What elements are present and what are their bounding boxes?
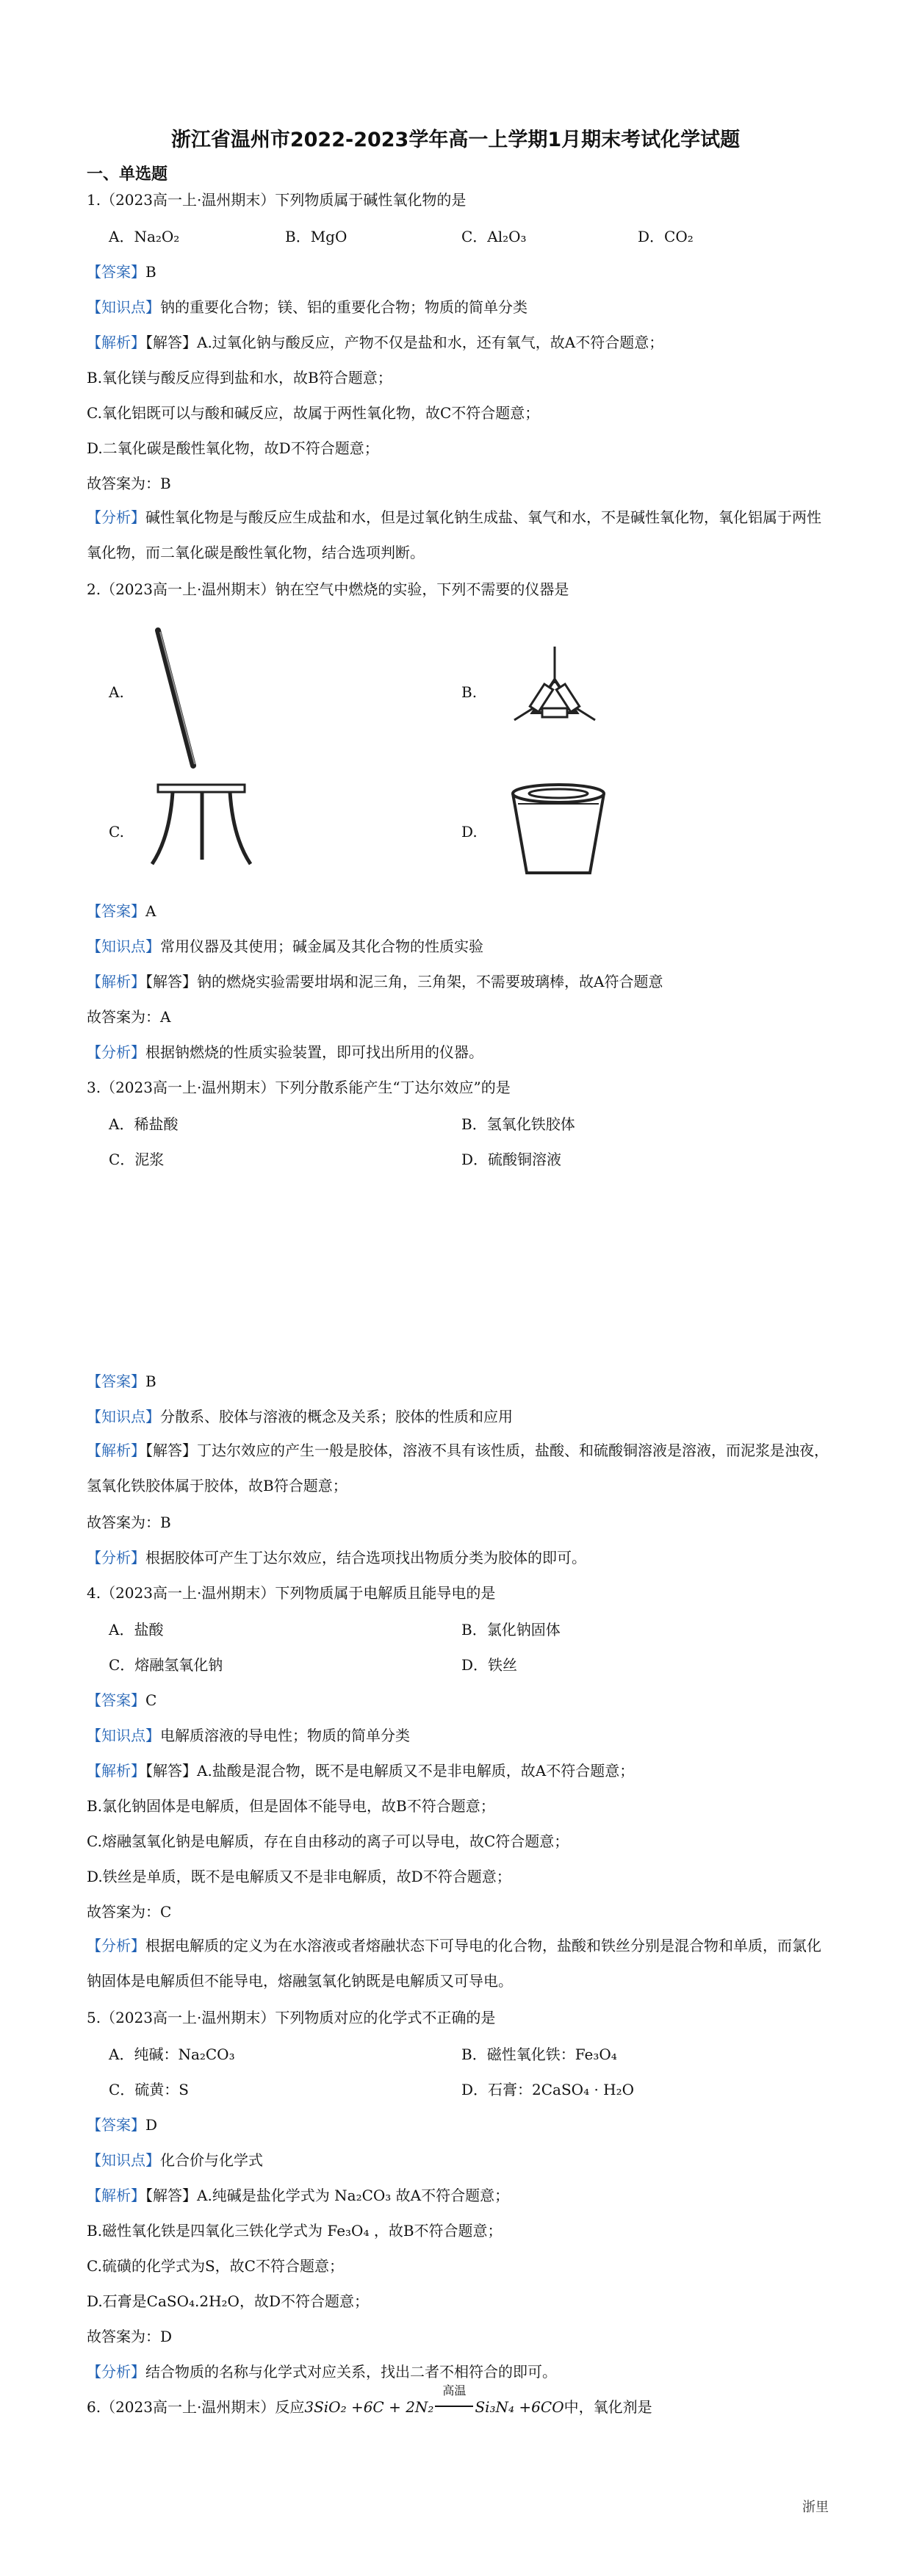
- q6-reaction-arrow: [433, 2383, 475, 2417]
- analysis-text: 丁达尔效应的产生一般是胶体，溶液不具有该性质，盐酸、和硫酸铜溶液是溶液，而泥浆是浊夜，氢氧化铁胶体属于胶体，故B符合题意；: [87, 1442, 829, 1494]
- q4-option-d: D．铁丝: [461, 1656, 518, 1674]
- q6-stem-prefix: 6.（2023高一上·温州期末）反应: [87, 2398, 305, 2416]
- q1-final-answer: 故答案为：B: [87, 475, 171, 492]
- q4-remark: [87, 1928, 829, 1998]
- q3-remark: [87, 1547, 586, 1568]
- q5-analysis-line: [87, 2185, 509, 2206]
- answer-value: B: [145, 263, 156, 281]
- q5-analysis-line: B.磁性氧化铁是四氧化三铁化学式为 Fe₃O₄ ，故B不符合题意；: [87, 2222, 503, 2239]
- document-title: 浙江省温州市2022-2023学年高一上学期1月期末考试化学试题: [170, 129, 741, 151]
- q5-remark: [87, 2361, 557, 2382]
- analysis-text: A.过氧化钠与酸反应，产物不仅是盐和水，还有氧气，故A不符合题意；: [197, 334, 664, 351]
- remark-tag: 【分析】: [87, 2363, 145, 2381]
- solution-tag: 【解答】: [145, 334, 197, 351]
- knowledge-tag: 【知识点】: [87, 938, 160, 955]
- q2-knowledge: [87, 936, 483, 957]
- q4-stem: 4.（2023高一上·温州期末）下列物质属于电解质且能导电的是: [87, 1584, 496, 1602]
- q3-option-b: B．氢氧化铁胶体: [461, 1115, 575, 1133]
- q2-analysis-line: [87, 971, 663, 992]
- remark-text: 根据胶体可产生丁达尔效应，结合选项找出物质分类为胶体的即可。: [145, 1549, 586, 1566]
- remark-tag: 【分析】: [87, 508, 145, 526]
- remark-tag: 【分析】: [87, 1549, 145, 1566]
- q5-stem: 5.（2023高一上·温州期末）下列物质对应的化学式不正确的是: [87, 2009, 496, 2026]
- section-heading: 一、单选题: [87, 165, 168, 184]
- q5-final-answer: 故答案为：D: [87, 2328, 173, 2345]
- remark-tag: 【分析】: [87, 1937, 145, 1954]
- q2-remark: [87, 1042, 483, 1062]
- q3-option-c: C．泥浆: [109, 1151, 165, 1168]
- q5-answer: [87, 2115, 157, 2135]
- q1-stem: 1.（2023高一上·温州期末）下列物质属于碱性氧化物的是: [87, 191, 467, 209]
- q3-option-a: A．稀盐酸: [109, 1115, 179, 1133]
- answer-value: B: [145, 1372, 156, 1390]
- q5-knowledge: [87, 2150, 263, 2170]
- solution-tag: 【解答】: [145, 1442, 197, 1459]
- q1-option-d: D．CO₂: [638, 228, 694, 245]
- q4-analysis-line: D.铁丝是单质，既不是电解质又不是非电解质，故D不符合题意；: [87, 1868, 511, 1885]
- remark-tag: 【分析】: [87, 1043, 145, 1061]
- page-footer: 浙里: [802, 2500, 829, 2515]
- remark-text: 碱性氧化物是与酸反应生成盐和水，但是过氧化钠生成盐、氧气和水，不是碱性氧化物，氧化铝属于两性氧化物，而二氧化碳是酸性氧化物，结合选项判断。: [87, 508, 821, 561]
- knowledge-text: 常用仪器及其使用；碱金属及其化合物的性质实验: [160, 938, 483, 955]
- answer-tag: 【答案】: [87, 263, 145, 281]
- knowledge-text: 电解质溶液的导电性；物质的简单分类: [160, 1727, 410, 1744]
- answer-value: D: [145, 2116, 158, 2134]
- q1-analysis-line: [87, 332, 663, 353]
- answer-tag: 【答案】: [87, 902, 145, 920]
- knowledge-text: 分散系、胶体与溶液的概念及关系；胶体的性质和应用: [160, 1408, 513, 1425]
- q4-analysis-line: B.氯化钠固体是电解质，但是固体不能导电，故B不符合题意；: [87, 1797, 495, 1815]
- analysis-text: A.纯碱是盐化学式为 Na₂CO₃ 故A不符合题意；: [197, 2187, 510, 2204]
- solution-tag: 【解答】: [145, 2187, 197, 2204]
- knowledge-tag: 【知识点】: [87, 2151, 160, 2169]
- q4-answer: [87, 1690, 156, 1710]
- q4-analysis-line: [87, 1760, 634, 1781]
- analysis-text: 钠的燃烧实验需要坩埚和泥三角，三角架，不需要玻璃棒，故A符合题意: [197, 973, 663, 990]
- q4-analysis-line: C.熔融氢氧化钠是电解质，存在自由移动的离子可以导电，故C符合题意；: [87, 1832, 569, 1850]
- q5-analysis-line: D.石膏是CaSO₄.2H₂O，故D不符合题意；: [87, 2292, 369, 2310]
- tripod-stand-icon: [143, 779, 261, 874]
- answer-tag: 【答案】: [87, 2116, 145, 2134]
- knowledge-text: 钠的重要化合物；镁、铝的重要化合物；物质的简单分类: [160, 298, 527, 316]
- remark-text: 根据电解质的定义为在水溶液或者熔融状态下可导电的化合物，盐酸和铁丝分别是混合物和单质，而氯化钠固体是电解质但不能导电，熔融氢氧化钠既是电解质又可导电。: [87, 1937, 821, 1990]
- q2-option-d: D.: [461, 823, 478, 841]
- q6-condition: 高温: [442, 2383, 467, 2397]
- glass-rod-icon: [151, 625, 202, 771]
- q5-option-c: C．硫黄：S: [109, 2081, 190, 2098]
- q3-answer: [87, 1371, 156, 1392]
- q2-option-b: B.: [461, 683, 478, 701]
- q3-analysis: [87, 1433, 829, 1503]
- crucible-icon: [503, 779, 613, 882]
- q1-option-c: C．Al₂O₃: [461, 228, 527, 245]
- q5-analysis-line: C.硫磺的化学式为S，故C不符合题意；: [87, 2257, 344, 2275]
- q3-option-d: D．硫酸铜溶液: [461, 1151, 562, 1168]
- knowledge-text: 化合价与化学式: [160, 2151, 263, 2169]
- q6-stem: [87, 2383, 652, 2417]
- q6-equation-products: Si₃N₄ +6CO: [475, 2398, 564, 2416]
- answer-value: A: [145, 902, 156, 920]
- q3-stem: 3.（2023高一上·温州期末）下列分散系能产生“丁达尔效应”的是: [87, 1079, 511, 1096]
- analysis-tag: 【解析】: [87, 2187, 145, 2204]
- remark-text: 结合物质的名称与化学式对应关系，找出二者不相符合的即可。: [145, 2363, 557, 2381]
- answer-value: C: [145, 1691, 157, 1709]
- q4-option-a: A．盐酸: [109, 1621, 164, 1638]
- q5-option-a: A．纯碱：Na₂CO₃: [109, 2046, 235, 2063]
- q4-option-b: B．氯化钠固体: [461, 1621, 561, 1638]
- q1-analysis-line: D.二氧化碳是酸性氧化物，故D不符合题意；: [87, 439, 379, 457]
- q2-option-c: C.: [109, 823, 124, 841]
- q4-option-c: C．熔融氢氧化钠: [109, 1656, 223, 1674]
- q2-answer: [87, 901, 156, 921]
- q3-knowledge: [87, 1406, 513, 1427]
- knowledge-tag: 【知识点】: [87, 298, 160, 316]
- q1-option-b: B．MgO: [285, 228, 348, 245]
- q1-knowledge: [87, 297, 527, 317]
- q6-stem-suffix: 中，氧化剂是: [563, 2398, 652, 2416]
- answer-tag: 【答案】: [87, 1691, 145, 1709]
- q5-option-b: B．磁性氧化铁：Fe₃O₄: [461, 2046, 617, 2063]
- q6-equation-reactants: 3SiO₂ +6C + 2N₂: [304, 2398, 434, 2416]
- answer-tag: 【答案】: [87, 1372, 145, 1390]
- analysis-tag: 【解析】: [87, 1762, 145, 1780]
- analysis-tag: 【解析】: [87, 334, 145, 351]
- q1-remark: [87, 500, 829, 570]
- analysis-tag: 【解析】: [87, 973, 145, 990]
- analysis-text: A.盐酸是混合物，既不是电解质又不是非电解质，故A不符合题意；: [197, 1762, 635, 1780]
- solution-tag: 【解答】: [145, 1762, 197, 1780]
- knowledge-tag: 【知识点】: [87, 1408, 160, 1425]
- q2-stem: 2.（2023高一上·温州期末）钠在空气中燃烧的实验，下列不需要的仪器是: [87, 580, 569, 598]
- q3-final-answer: 故答案为：B: [87, 1514, 171, 1531]
- remark-text: 根据钠燃烧的性质实验装置，即可找出所用的仪器。: [145, 1043, 483, 1061]
- q2-final-answer: 故答案为：A: [87, 1008, 171, 1026]
- knowledge-tag: 【知识点】: [87, 1727, 160, 1744]
- q4-knowledge: [87, 1725, 410, 1746]
- analysis-tag: 【解析】: [87, 1442, 145, 1459]
- q5-option-d: D．石膏：2CaSO₄ · H₂O: [461, 2081, 635, 2098]
- q1-analysis-line: C.氧化铝既可以与酸和碱反应，故属于两性氧化物，故C不符合题意；: [87, 404, 540, 422]
- solution-tag: 【解答】: [145, 973, 197, 990]
- q1-analysis-line: B.氧化镁与酸反应得到盐和水，故B符合题意；: [87, 369, 392, 386]
- q1-option-a: A．Na₂O₂: [109, 228, 180, 245]
- q4-final-answer: 故答案为：C: [87, 1903, 172, 1921]
- q1-answer: [87, 262, 156, 282]
- q2-option-a: A.: [109, 683, 124, 701]
- clay-triangle-icon: [500, 639, 610, 735]
